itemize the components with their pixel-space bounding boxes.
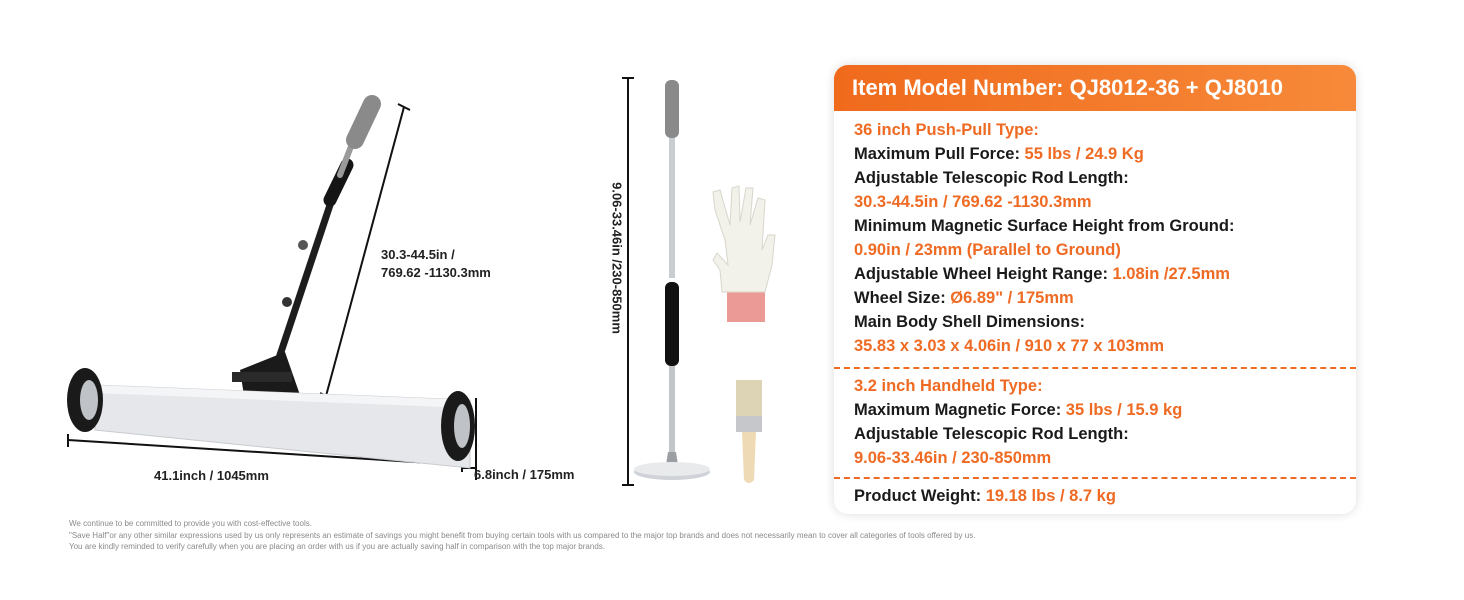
disclaimer-line-2: "Save Half"or any other similar expressions used by us only represents an estimate of savings you might benefit from buying certain tools with us compared to the major top brands and does not necessarily mean to cover all categories of tools offered by us. [69, 531, 976, 540]
rod-length-label-line-1: 30.3-44.5in / [381, 247, 455, 262]
handheld-rod-label: Adjustable Telescopic Rod Length: [854, 425, 1129, 443]
spec-card-body [834, 111, 1356, 514]
brush-icon [736, 380, 762, 483]
disclaimer-line-3: You are kindly reminded to verify carefully when you are placing an order with us if you are actually saving half in comparison with the top major brands. [69, 542, 605, 551]
product-weight-row [854, 485, 1116, 507]
sweeper-handle [275, 104, 372, 370]
wheel-range-label: Adjustable Wheel Height Range: [854, 265, 1113, 283]
pull-force-value: 55 lbs / 24.9 Kg [1024, 145, 1144, 163]
handheld-length-label: 9.06-33.46in /230-850mm [609, 182, 625, 334]
wheel-size-row [854, 287, 1074, 309]
rod-length-label-line-2: 769.62 -1130.3mm [381, 265, 491, 280]
rod-length-label [381, 246, 491, 282]
surface-height-value: 0.90in / 23mm (Parallel to Ground) [854, 241, 1121, 259]
shell-dimensions-label: Main Body Shell Dimensions: [854, 313, 1086, 331]
wheel-size-label: 6.8inch / 175mm [474, 467, 575, 482]
magnetic-sweeper-illustration [0, 0, 600, 500]
section-divider [834, 477, 1356, 479]
handheld-grip-top [665, 80, 679, 138]
glove-icon [713, 186, 775, 322]
handheld-heading: 3.2 inch Handheld Type: [854, 377, 1043, 395]
spec-card [834, 65, 1356, 514]
handheld-magnet-illustration [600, 60, 820, 500]
width-label: 41.1inch / 1045mm [154, 468, 269, 483]
pull-force-label: Maximum Pull Force: [854, 145, 1025, 163]
wheel-range-value: 1.08in /27.5mm [1112, 265, 1230, 283]
disclaimer-line-1: We continue to be committed to provide you with cost-effective tools. [69, 519, 312, 528]
wheel-right [441, 391, 475, 461]
magnetic-force-row [854, 399, 1182, 421]
product-weight-value: 19.18 lbs / 8.7 kg [985, 487, 1116, 505]
magnetic-force-label: Maximum Magnetic Force: [854, 401, 1066, 419]
wheel-size-spec-value: Ø6.89" / 175mm [950, 289, 1074, 307]
handheld-grip-bottom [665, 282, 679, 366]
model-number-title: Item Model Number: QJ8012-36 + QJ8010 [852, 75, 1284, 100]
surface-height-label: Minimum Magnetic Surface Height from Ground: [854, 217, 1235, 235]
wheel-size-spec-label: Wheel Size: [854, 289, 951, 307]
section-divider [834, 367, 1356, 369]
magnetic-force-value: 35 lbs / 15.9 kg [1065, 401, 1183, 419]
wheel-range-row [854, 263, 1230, 285]
wheel-left [67, 368, 103, 432]
pull-force-row [854, 143, 1144, 165]
shell-dimensions-value: 35.83 x 3.03 x 4.06in / 910 x 77 x 103mm [854, 337, 1165, 355]
spec-card-header [834, 65, 1356, 111]
product-weight-label: Product Weight: [854, 487, 986, 505]
handheld-rod-value: 9.06-33.46in / 230-850mm [854, 449, 1052, 467]
push-pull-heading: 36 inch Push-Pull Type: [854, 121, 1039, 139]
rod-length-spec-label: Adjustable Telescopic Rod Length: [854, 169, 1129, 187]
rod-length-spec-value: 30.3-44.5in / 769.62 -1130.3mm [854, 193, 1092, 211]
